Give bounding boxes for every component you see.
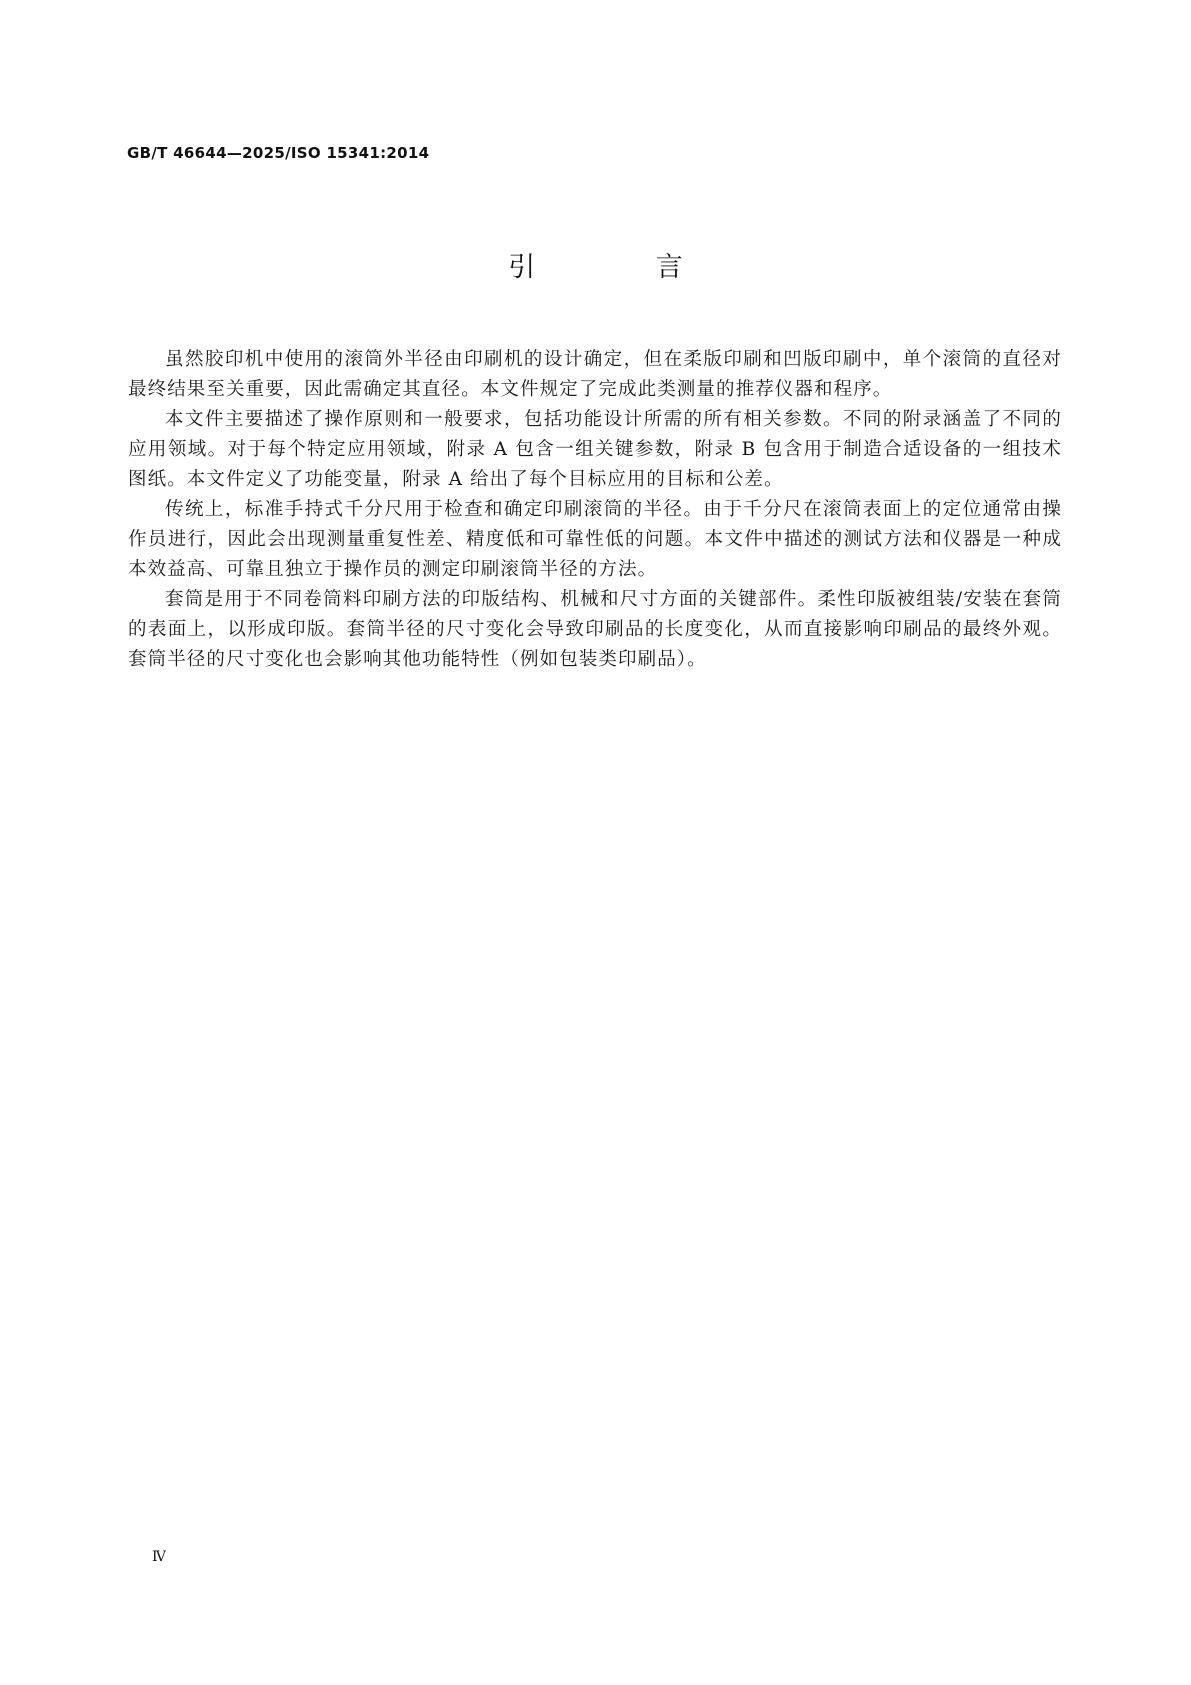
page-number: Ⅳ <box>152 1549 166 1565</box>
paragraph-4: 套筒是用于不同卷筒料印刷方法的印版结构、机械和尺寸方面的关键部件。柔性印版被组装/安装在套筒的表面上，以形成印版。套筒半径的尺寸变化会导致印刷品的长度变化，从而直接影响印刷品的最终外观。套筒半径的尺寸变化也会影响其他功能特性（例如包装类印刷品）。 <box>128 589 1062 670</box>
introduction-body <box>128 345 1062 675</box>
standard-code-header: GB/T 46644—2025/ISO 15341:2014 <box>127 144 430 162</box>
paragraph-2: 本文件主要描述了操作原则和一般要求，包括功能设计所需的所有相关参数。不同的附录涵盖了不同的应用领域。对于每个特定应用领域，附录 A 包含一组关键参数，附录 B 包含用于制造合适设备的一组技术图纸。本文件定义了功能变量，附录 A 给出了每个目标应用的目标和公差。 <box>128 409 1062 490</box>
paragraph-3: 传统上，标准手持式千分尺用于检查和确定印刷滚筒的半径。由于千分尺在滚筒表面上的定位通常由操作员进行，因此会出现测量重复性差、精度低和可靠性低的问题。本文件中描述的测试方法和仪器是一种成本效益高、可靠且独立于操作员的测定印刷滚筒半径的方法。 <box>128 499 1062 580</box>
paragraph-1: 虽然胶印机中使用的滚筒外半径由印刷机的设计确定，但在柔版印刷和凹版印刷中，单个滚筒的直径对最终结果至关重要，因此需确定其直径。本文件规定了完成此类测量的推荐仪器和程序。 <box>128 349 1062 400</box>
section-title: 引 言 <box>508 252 739 283</box>
